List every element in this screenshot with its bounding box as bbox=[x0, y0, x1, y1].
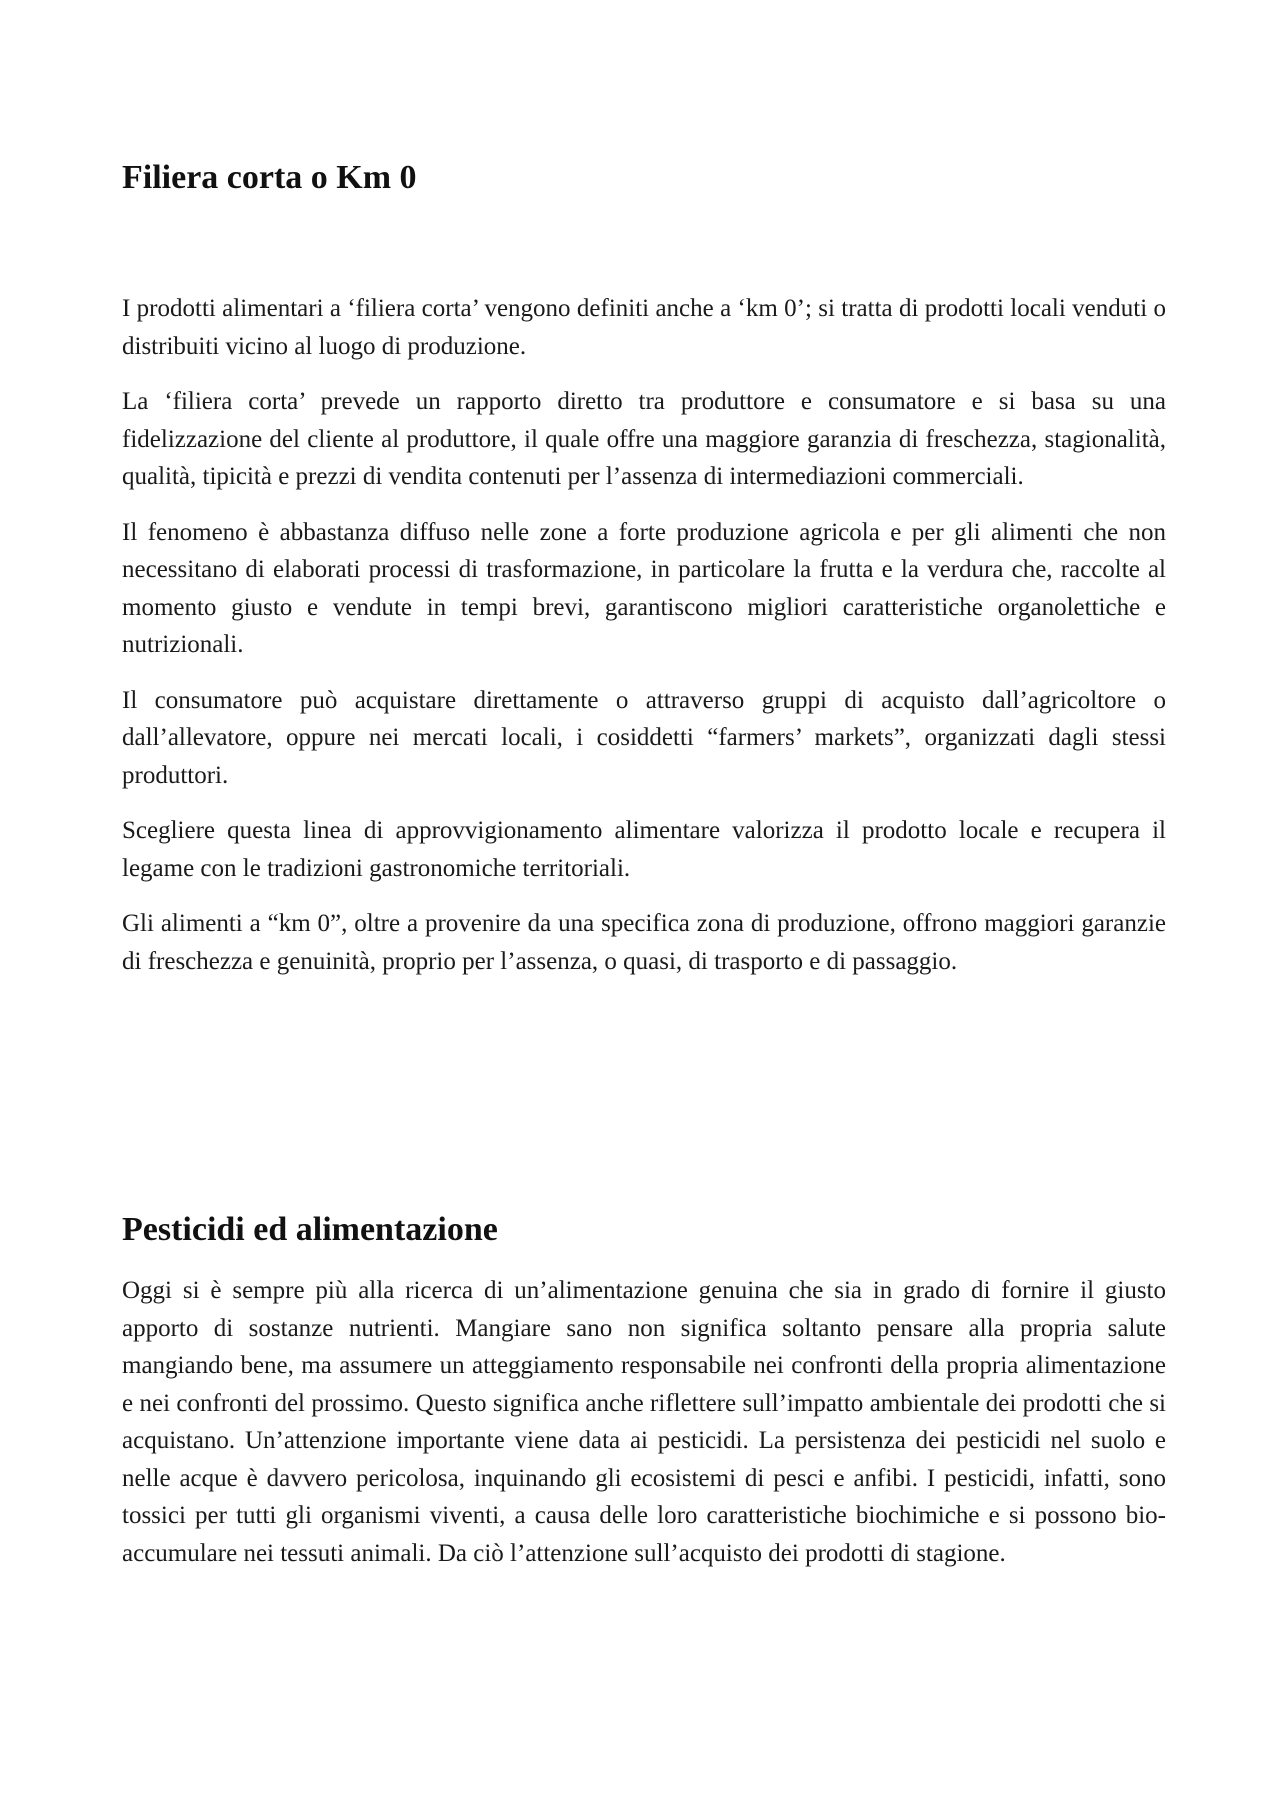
paragraph: Il fenomeno è abbastanza diffuso nelle zone a forte produzione agricola e per gli alimenti che non necessitano di elaborati processi di trasformazione, in particolare la frutta e la verdura che, raccolte al momento giusto e vendute in tempi brevi, garantiscono migliori caratteristiche organolettiche e nutrizionali. bbox=[122, 518, 1166, 658]
section-title-filiera-corta: Filiera corta o Km 0 bbox=[122, 159, 417, 196]
paragraph: Gli alimenti a “km 0”, oltre a provenire da una specifica zona di produzione, offrono maggiori garanzie di freschezza e genuinità, proprio per l’assenza, o quasi, di trasporto e di passaggio. bbox=[122, 910, 1166, 975]
section-body-pesticidi bbox=[122, 1272, 1166, 1590]
section-title-pesticidi: Pesticidi ed alimentazione bbox=[122, 1211, 498, 1248]
paragraph: Oggi si è sempre più alla ricerca di un’alimentazione genuina che sia in grado di fornire il giusto apporto di sostanze nutrienti. Mangiare sano non significa soltanto pensare alla propria salute mangiando bene, ma assumere un atteggiamento responsabile nei confronti della propria alimentazione e nei confronti del prossimo. Questo significa anche riflettere sull’impatto ambientale dei prodotti che si acquistano. Un’attenzione importante viene data ai pesticidi. La persistenza dei pesticidi nel suolo e nelle acque è davvero pericolosa, inquinando gli ecosistemi di pesci e anfibi. I pesticidi, infatti, sono tossici per tutti gli organismi viventi, a causa delle loro caratteristiche biochimiche e si possono bio-accumulare nei tessuti animali. Da ciò l’attenzione sull’acquisto dei prodotti di stagione. bbox=[122, 1277, 1166, 1567]
section-body-filiera-corta bbox=[122, 290, 1166, 998]
paragraph: La ‘filiera corta’ prevede un rapporto diretto tra produttore e consumatore e si basa su una fidelizzazione del cliente al produttore, il quale offre una maggiore garanzia di freschezza, stagionalità, qualità, tipicità e prezzi di vendita contenuti per l’assenza di intermediazioni commerciali. bbox=[122, 388, 1166, 490]
paragraph: Il consumatore può acquistare direttamente o attraverso gruppi di acquisto dall’agricoltore o dall’allevatore, oppure nei mercati locali, i cosiddetti “farmers’ markets”, organizzati dagli stessi produttori. bbox=[122, 686, 1166, 789]
paragraph: I prodotti alimentari a ‘filiera corta’ vengono definiti anche a ‘km 0’; si tratta di prodotti locali venduti o distribuiti vicino al luogo di produzione. bbox=[122, 295, 1166, 360]
paragraph: Scegliere questa linea di approvvigionamento alimentare valorizza il prodotto locale e recupera il legame con le tradizioni gastronomiche territoriali. bbox=[122, 817, 1166, 882]
